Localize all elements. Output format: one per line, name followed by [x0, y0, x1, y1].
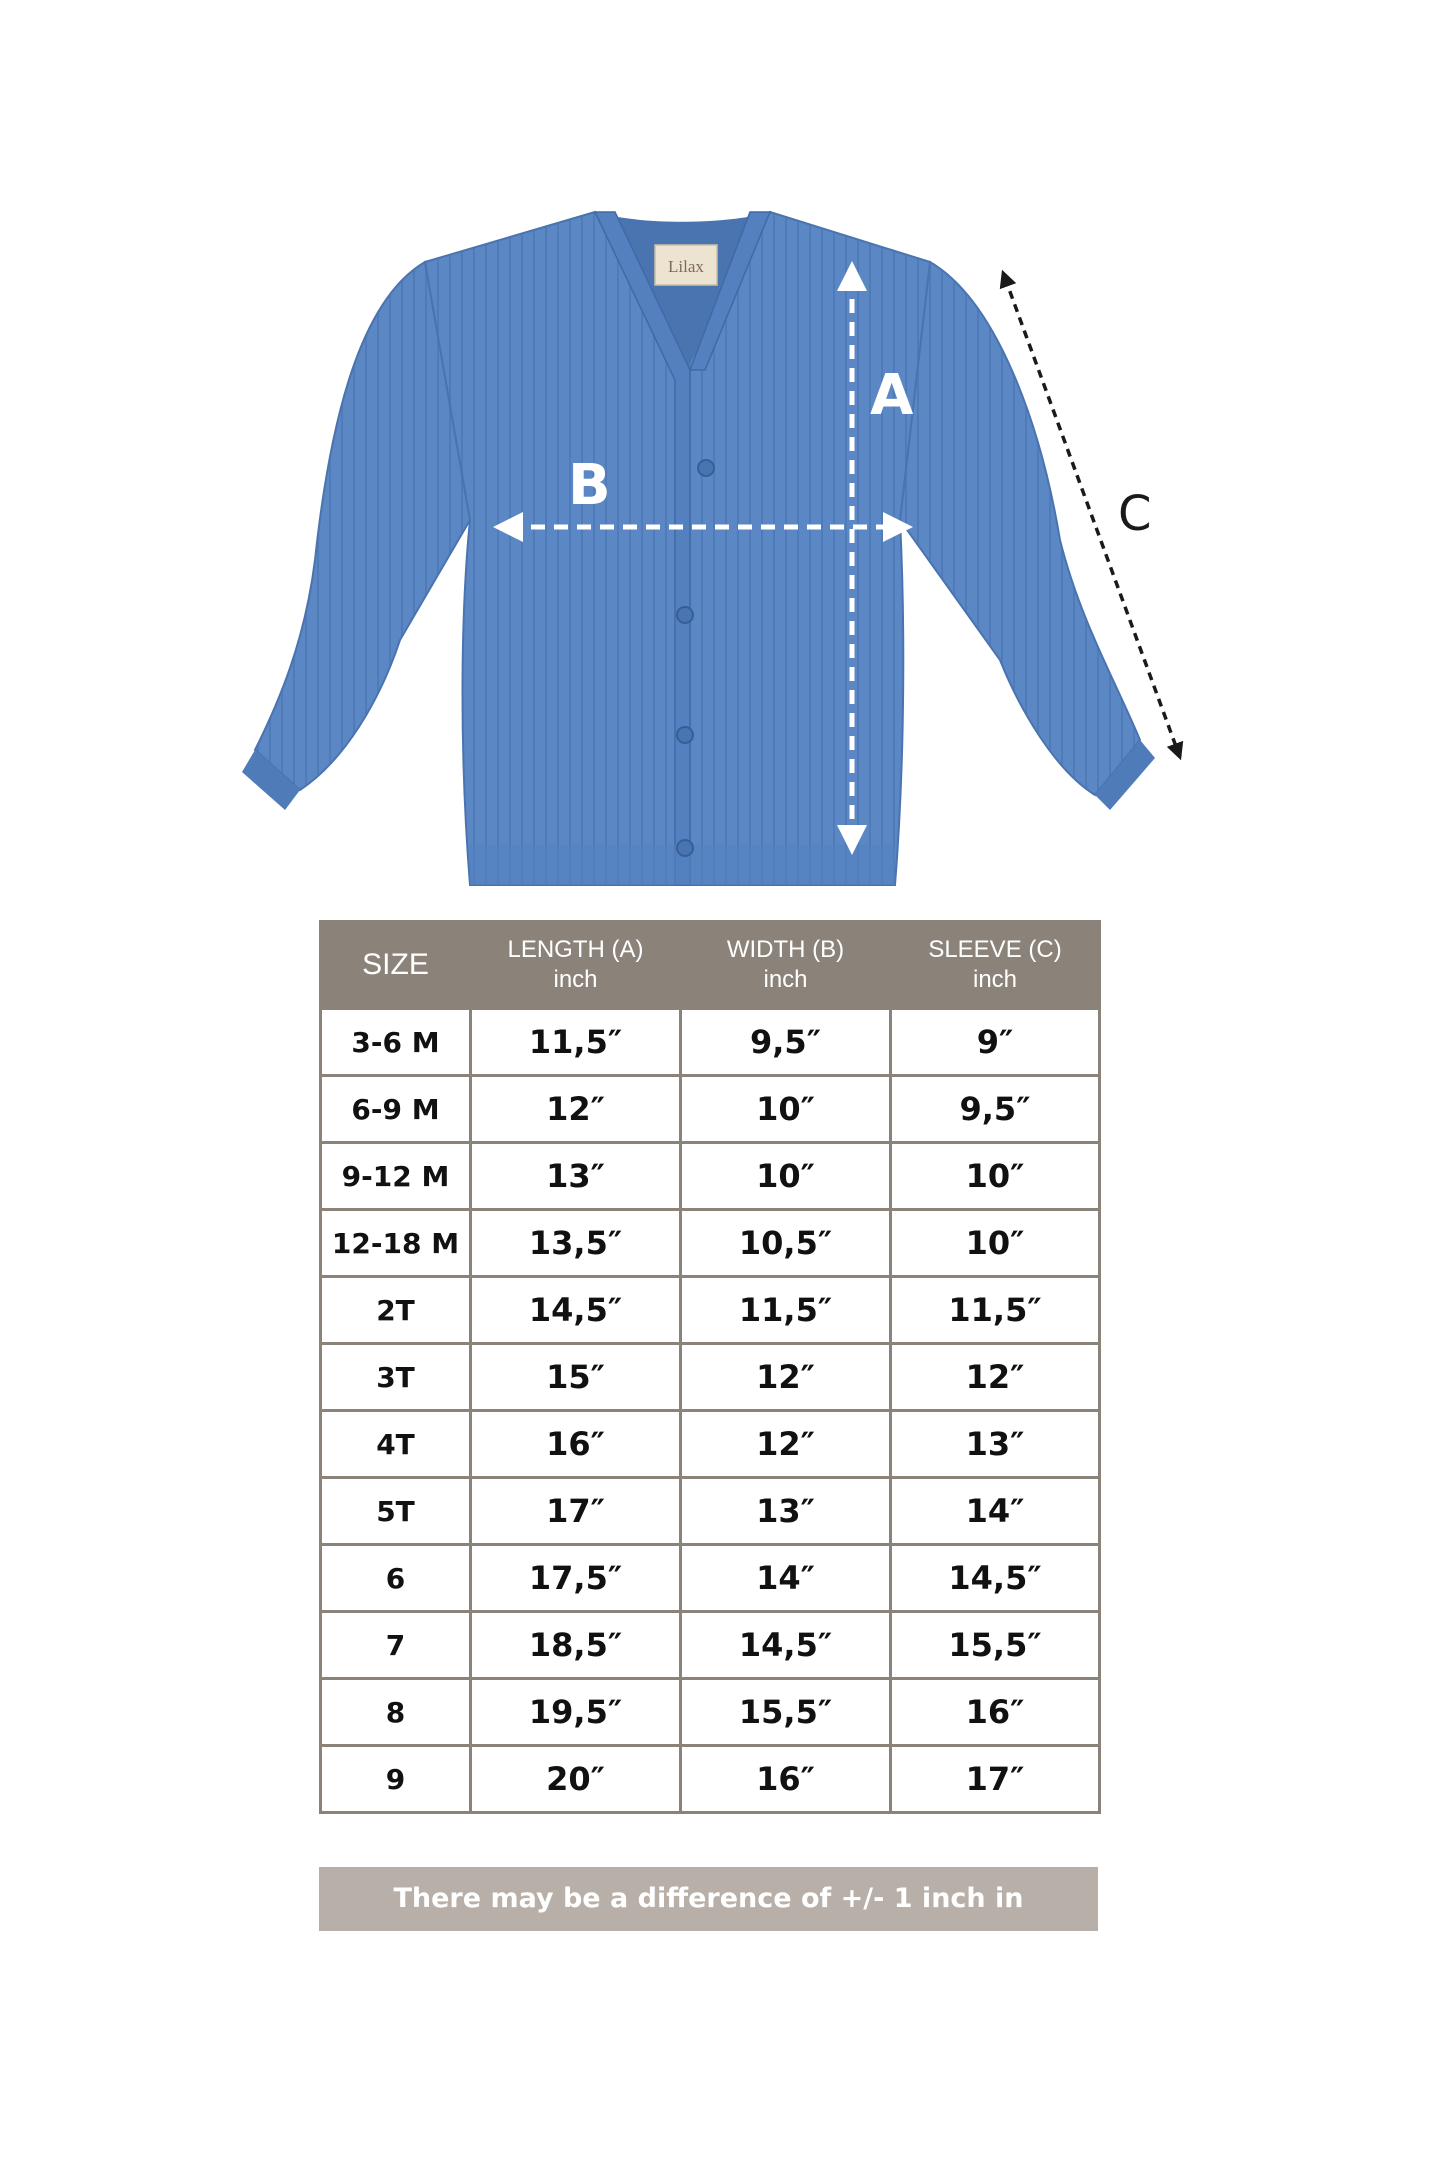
table-row: [321, 1277, 1100, 1344]
size-cell: 12-18 M: [321, 1210, 471, 1277]
sleeve-cell: 12″: [891, 1344, 1100, 1411]
width-cell: 11,5″: [681, 1277, 891, 1344]
button: [698, 460, 714, 476]
measurement-b-label: B: [568, 453, 611, 518]
length-cell: 17,5″: [471, 1545, 681, 1612]
length-cell: 13″: [471, 1143, 681, 1210]
size-cell: 2T: [321, 1277, 471, 1344]
length-cell: 13,5″: [471, 1210, 681, 1277]
measurement-c-label: C: [1118, 486, 1152, 542]
width-cell: 14,5″: [681, 1612, 891, 1679]
sleeve-cell: 13″: [891, 1411, 1100, 1478]
left-sleeve: [255, 262, 470, 790]
size-cell: 3T: [321, 1344, 471, 1411]
sleeve-cell: 16″: [891, 1679, 1100, 1746]
length-cell: 14,5″: [471, 1277, 681, 1344]
header-sleeve: SLEEVE (C) inch: [891, 922, 1100, 1009]
header-size: SIZE: [321, 922, 471, 1009]
length-cell: 16″: [471, 1411, 681, 1478]
width-cell: 14″: [681, 1545, 891, 1612]
sleeve-cell: 14,5″: [891, 1545, 1100, 1612]
button: [677, 727, 693, 743]
header-length: LENGTH (A) inch: [471, 922, 681, 1009]
table-row: [321, 1746, 1100, 1813]
size-cell: 8: [321, 1679, 471, 1746]
length-cell: 18,5″: [471, 1612, 681, 1679]
size-cell: 7: [321, 1612, 471, 1679]
size-chart-table: [319, 920, 1101, 1814]
cardigan-image: [242, 212, 1155, 885]
size-cell: 3-6 M: [321, 1009, 471, 1076]
header-width: WIDTH (B) inch: [681, 922, 891, 1009]
sleeve-cell: 11,5″: [891, 1277, 1100, 1344]
table-row: [321, 1009, 1100, 1076]
sleeve-cell: 9″: [891, 1009, 1100, 1076]
sleeve-cell: 17″: [891, 1746, 1100, 1813]
table-row: [321, 1210, 1100, 1277]
table-row: [321, 1545, 1100, 1612]
length-cell: 12″: [471, 1076, 681, 1143]
sleeve-cell: 10″: [891, 1143, 1100, 1210]
size-cell: 6: [321, 1545, 471, 1612]
length-cell: 17″: [471, 1478, 681, 1545]
table-row: [321, 1143, 1100, 1210]
width-cell: 13″: [681, 1478, 891, 1545]
length-cell: 19,5″: [471, 1679, 681, 1746]
size-cell: 5T: [321, 1478, 471, 1545]
measurement-a-label: A: [870, 363, 914, 428]
measurement-disclaimer: There may be a difference of +/- 1 inch in measurements: [319, 1867, 1098, 1931]
brand-tag-text: Lilax: [668, 257, 704, 276]
sleeve-cell: 15,5″: [891, 1612, 1100, 1679]
table-row: [321, 1076, 1100, 1143]
button: [677, 840, 693, 856]
button: [677, 607, 693, 623]
size-cell: 9: [321, 1746, 471, 1813]
width-cell: 9,5″: [681, 1009, 891, 1076]
length-cell: 20″: [471, 1746, 681, 1813]
size-cell: 9-12 M: [321, 1143, 471, 1210]
width-cell: 10″: [681, 1076, 891, 1143]
width-cell: 16″: [681, 1746, 891, 1813]
width-cell: 15,5″: [681, 1679, 891, 1746]
table-row: [321, 1679, 1100, 1746]
size-cell: 4T: [321, 1411, 471, 1478]
width-cell: 10″: [681, 1143, 891, 1210]
length-cell: 11,5″: [471, 1009, 681, 1076]
cardigan-measurement-diagram: [0, 0, 1445, 910]
table-row: [321, 1411, 1100, 1478]
width-cell: 10,5″: [681, 1210, 891, 1277]
sleeve-cell: 9,5″: [891, 1076, 1100, 1143]
table-row: [321, 1478, 1100, 1545]
table-header-row: [321, 922, 1100, 1009]
table-row: [321, 1344, 1100, 1411]
sleeve-cell: 14″: [891, 1478, 1100, 1545]
right-sleeve: [900, 262, 1140, 795]
sleeve-cell: 10″: [891, 1210, 1100, 1277]
width-cell: 12″: [681, 1344, 891, 1411]
table-row: [321, 1612, 1100, 1679]
length-cell: 15″: [471, 1344, 681, 1411]
width-cell: 12″: [681, 1411, 891, 1478]
size-cell: 6-9 M: [321, 1076, 471, 1143]
